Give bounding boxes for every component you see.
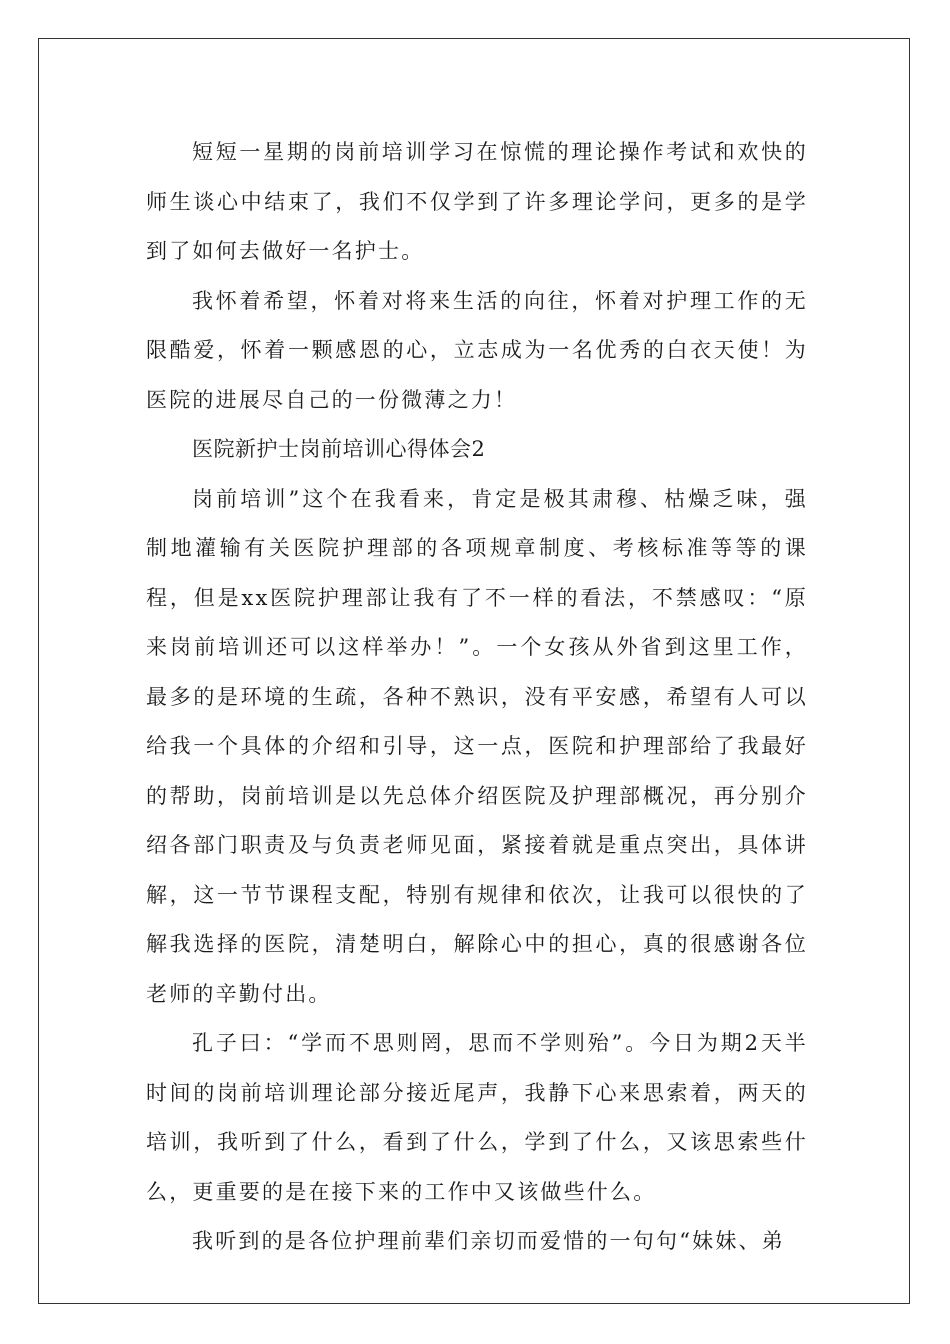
document-body (146, 128, 808, 1267)
paragraph-what-i-heard: 我听到的是各位护理前辈们亲切而爱惜的一句句“妹妹、弟 (192, 1229, 785, 1253)
section-heading: 医院新护士岗前培训心得体会2 (192, 437, 486, 461)
paragraph-confucius-quote: 孔子曰：“学而不思则罔，思而不学则殆”。今日为期2天半时间的岗前培训理论部分接近尾声，我静下心来思索着，两天的培训，我听到了什么，看到了什么，学到了什么，又该思索些什么，更重要的是在接下来的工作中又该做些什么。 (146, 1031, 808, 1204)
paragraph-training-experience: 岗前培训”这个在我看来，肯定是极其肃穆、枯燥乏味，强制地灌输有关医院护理部的各项规章制度、考核标准等等的课程，但是xx医院护理部让我有了不一样的看法，不禁感叹：“原来岗前培训还可以这样举办！”。一个女孩从外省到这里工作，最多的是环境的生疏，各种不熟识，没有平安感，希望有人可以给我一个具体的介绍和引导，这一点，医院和护理部给了我最好的帮助，岗前培训是以先总体介绍医院及护理部概况，再分别介绍各部门职责及与负责老师见面，紧接着就是重点突出，具体讲解，这一节节课程支配，特别有规律和依次，让我可以很快的了解我选择的医院，清楚明白，解除心中的担心，真的很感谢各位老师的辛勤付出。 (146, 486, 808, 1006)
paragraph-aspiration: 我怀着希望，怀着对将来生活的向往，怀着对护理工作的无限酷爱，怀着一颗感恩的心，立志成为一名优秀的白衣天使！为医院的进展尽自己的一份微薄之力！ (146, 288, 808, 412)
paragraph-training-summary: 短短一星期的岗前培训学习在惊慌的理论操作考试和欢快的师生谈心中结束了，我们不仅学到了许多理论学问，更多的是学到了如何去做好一名护士。 (146, 140, 808, 263)
